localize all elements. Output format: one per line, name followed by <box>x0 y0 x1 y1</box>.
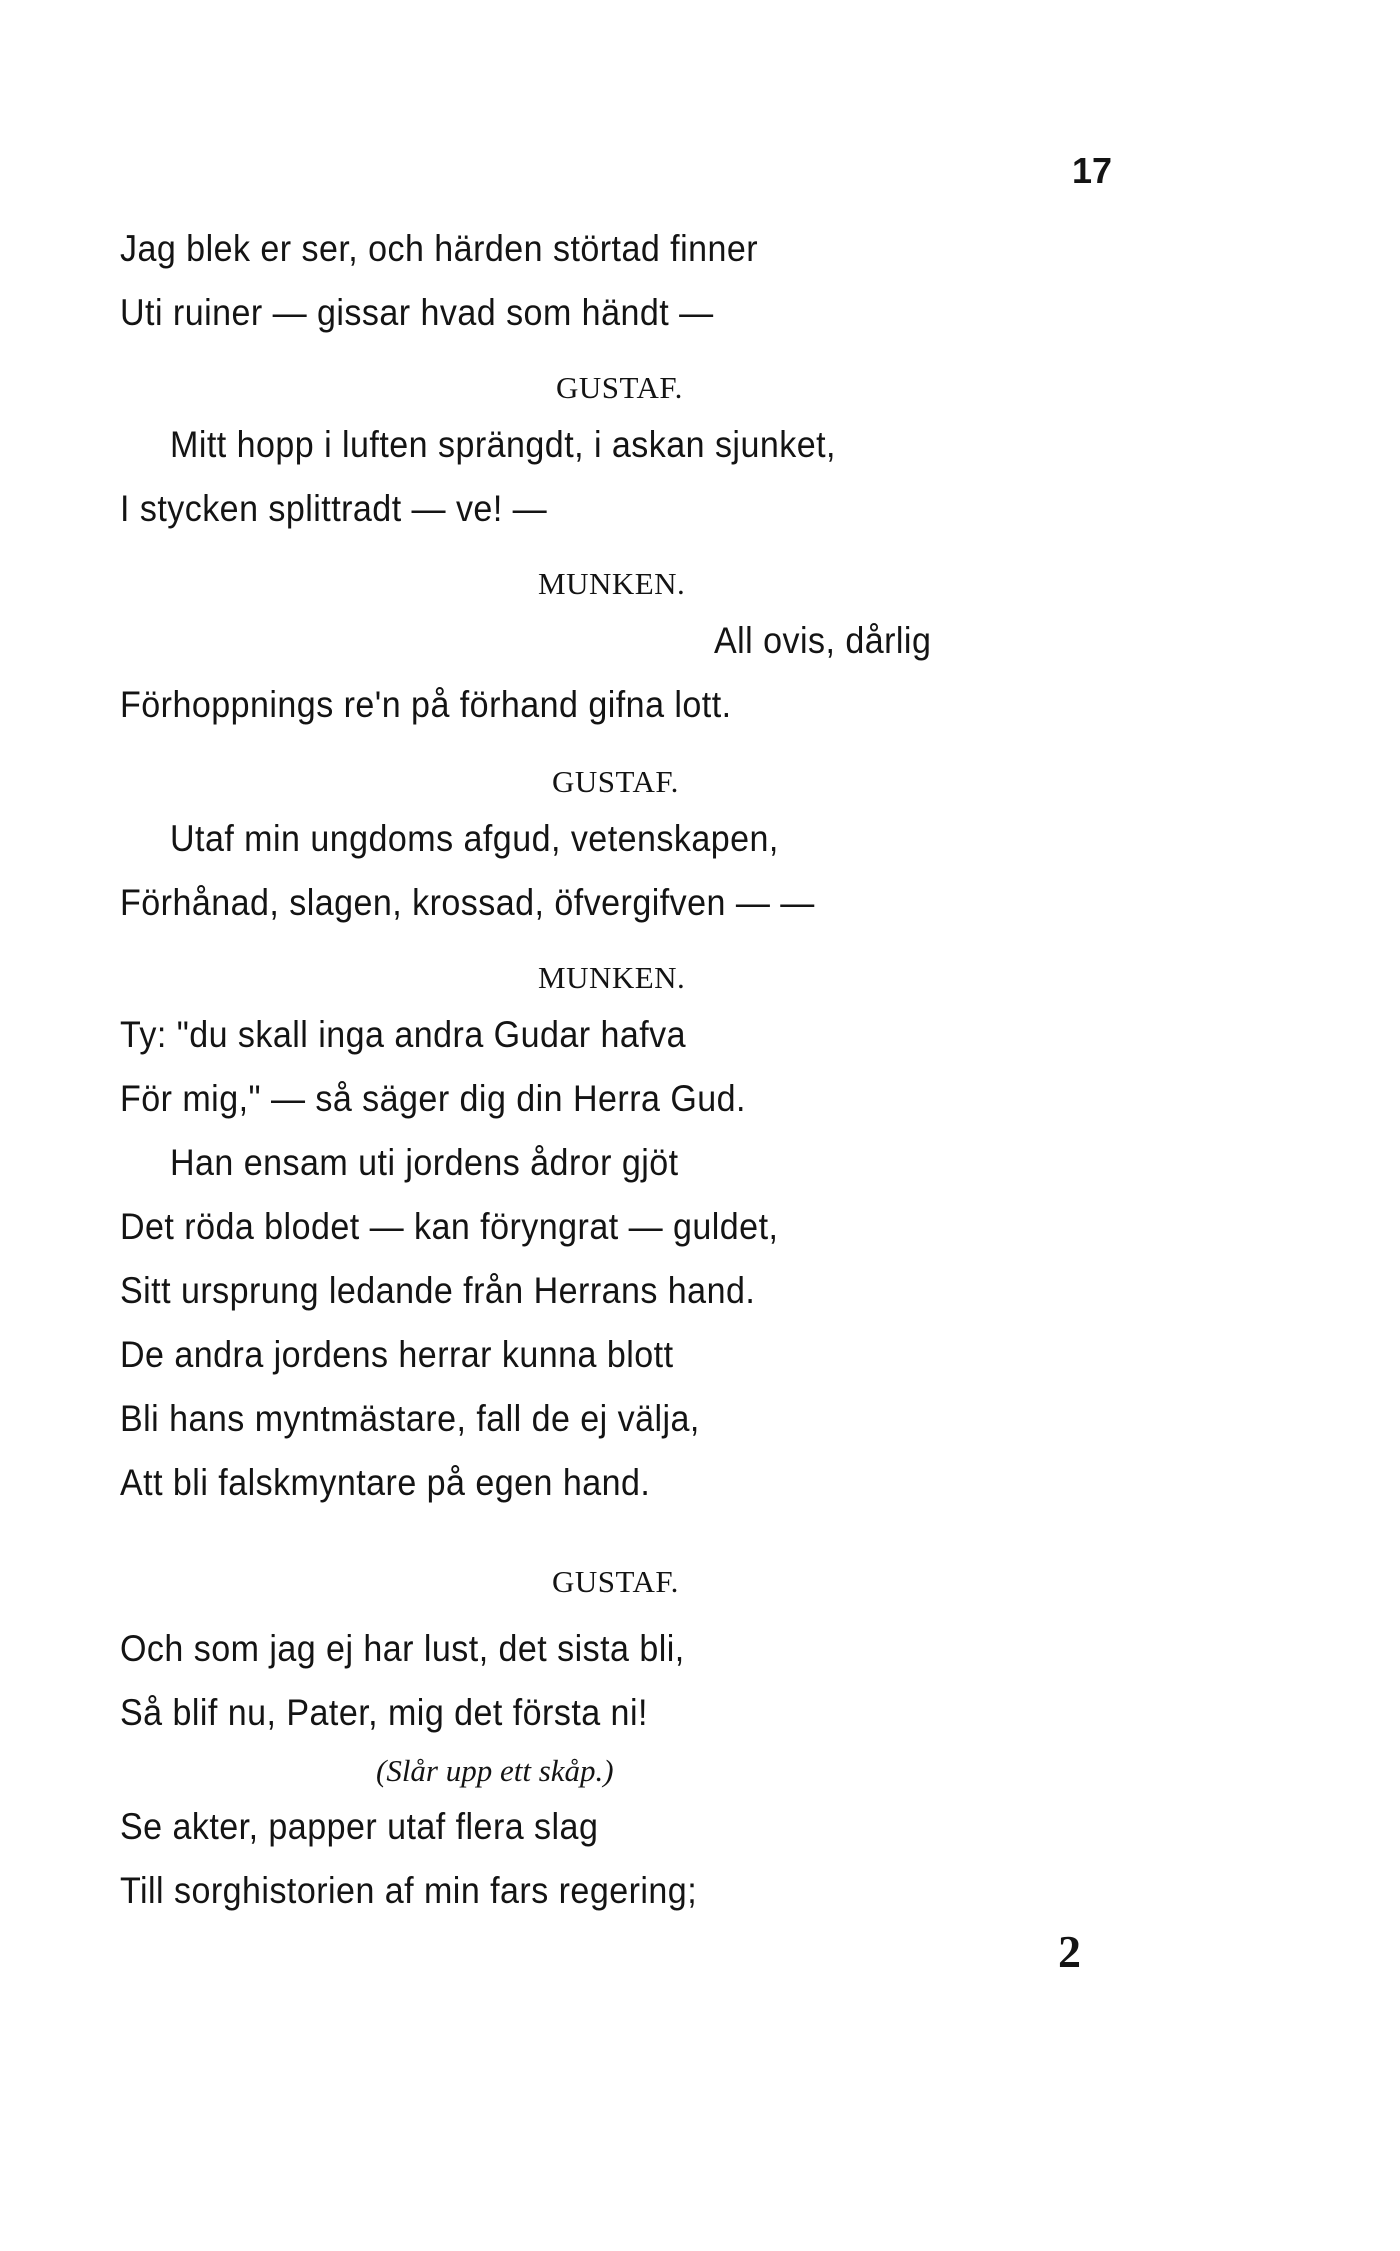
speaker-name: MUNKEN. <box>538 566 686 601</box>
verse-line: Så blif nu, Pater, mig det första ni! <box>120 1692 648 1733</box>
page-number: 17 <box>1072 150 1113 191</box>
verse-line: Att bli falskmyntare på egen hand. <box>120 1462 651 1503</box>
verse-line: Jag blek er ser, och härden störtad finner <box>120 228 759 269</box>
verse-line: I stycken splittradt — ve! — <box>120 488 548 529</box>
verse-line: Ty: "du skall inga andra Gudar hafva <box>120 1014 687 1055</box>
verse-line: Till sorghistorien af min fars regering; <box>120 1870 698 1911</box>
verse-line: De andra jordens herrar kunna blott <box>120 1334 674 1375</box>
verse-line: All ovis, dårlig <box>714 620 932 661</box>
verse-line: Sitt ursprung ledande från Herrans hand. <box>120 1270 756 1311</box>
verse-line: För mig," — så säger dig din Herra Gud. <box>120 1078 746 1119</box>
verse-line: Se akter, papper utaf flera slag <box>120 1806 599 1847</box>
verse-line: Förhånad, slagen, krossad, öfvergifven — — <box>120 882 815 923</box>
verse-line: Det röda blodet — kan föryngrat — guldet, <box>120 1206 779 1247</box>
speaker-name: GUSTAF. <box>556 370 683 405</box>
stage-direction: (Slår upp ett skåp.) <box>376 1753 614 1788</box>
verse-line: Han ensam uti jordens ådror gjöt <box>170 1142 679 1183</box>
speaker-name: GUSTAF. <box>552 1564 679 1599</box>
verse-line: Uti ruiner — gissar hvad som händt — <box>120 292 714 333</box>
speaker-name: GUSTAF. <box>552 764 679 799</box>
speaker-name: MUNKEN. <box>538 960 686 995</box>
verse-line: Bli hans myntmästare, fall de ej välja, <box>120 1398 700 1439</box>
verse-line: Förhoppnings re'n på förhand gifna lott. <box>120 684 732 725</box>
signature-mark: 2 <box>1058 1926 1081 1977</box>
verse-line: Och som jag ej har lust, det sista bli, <box>120 1628 685 1669</box>
verse-line: Mitt hopp i luften sprängdt, i askan sjunket, <box>170 424 836 465</box>
verse-line: Utaf min ungdoms afgud, vetenskapen, <box>170 818 779 859</box>
